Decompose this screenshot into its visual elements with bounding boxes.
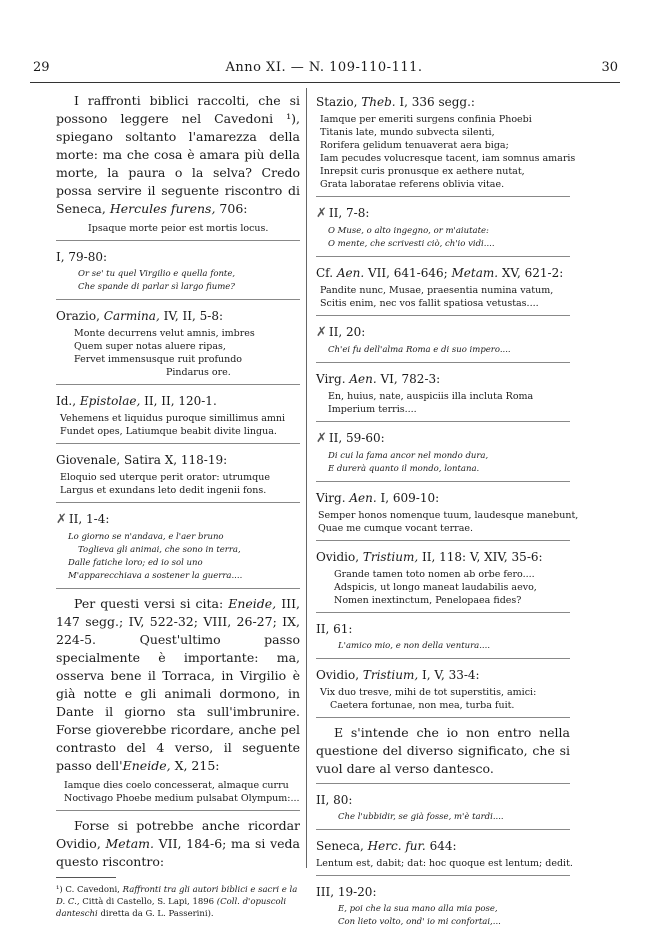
ref-heading: ✗ II, 7-8: — [316, 206, 370, 221]
pencil-cross-mark: ✗ — [56, 512, 67, 527]
right-column — [316, 92, 579, 929]
ref-heading: II, 80: — [316, 793, 353, 807]
quote-block: Di cui la fama ancor nel mondo dura, E durerà quanto il mondo, lontana. — [328, 451, 489, 474]
ref-heading: Virg. Aen. I, 609-10: — [316, 491, 440, 505]
header-rule — [30, 82, 620, 83]
aeneid-quote: Iamque dies coelo concesserat, almaque curru Noctivago Phoebe medium pulsabat Olympum:... — [64, 780, 300, 804]
ref-heading: Ovidio, Tristium, II, 118: V, XIV, 35-6: — [316, 550, 543, 564]
quote-block: Vehemens et liquidus puroque simillimus amni Fundet opes, Latiumque beabit divite lingua. — [60, 413, 286, 437]
ref-heading: I, 79-80: — [56, 250, 108, 264]
closing-paragraph: Forse si potrebbe anche ricordar Ovidio, Metam. VII, 184-6; ma si veda questo riscontro: — [56, 818, 300, 869]
quote-block: Or se' tu quel Virgilio e quella fonte, Che spande di parlar sì largo fiume? — [78, 269, 236, 292]
journal-issue-title: Anno XI. — N. 109-110-111. — [225, 60, 423, 75]
page-number-right: 30 — [601, 60, 618, 75]
ref-heading: ✗ II, 1-4: — [56, 512, 110, 527]
quote-block: Vix duo tresve, mihi de tot superstitis, amici: Caetera fortunae, non mea, turba fuit. — [320, 687, 537, 711]
quote-block: Grande tamen toto nomen ab orbe fero.... Adspicis, ut longo maneat laudabilis aevo, Nomen inextinctum, Penelopaea fides? — [334, 569, 537, 606]
quote-block: Monte decurrens velut amnis, imbres Quem super notas aluere ripas, Fervet immensusque ruit profundo Pindarus ore. — [74, 328, 255, 378]
intro-paragraph: I raffronti biblici raccolti, che si possono leggere nel Cavedoni ¹), spiegano soltanto l'amarezza della morte: ma che cosa è amara più della morte, la paura o la selva? Credo possa servire il seguente riscontro di Seneca, Hercules furens, 706: — [56, 93, 300, 216]
quote-block: Ch'ei fu dell'alma Roma e di suo impero.... — [328, 345, 511, 355]
pencil-cross-mark: ✗ — [316, 431, 327, 446]
quote-block: E, poi che la sua mano alla mia pose, Con lieto volto, ond' io mi confortai,... — [338, 904, 501, 927]
quote-block: Che l'ubbidir, se già fosse, m'è tardi.... — [338, 812, 504, 822]
quote-block: Pandite nunc, Musae, praesentia numina vatum, Scitis enim, nec vos fallit spatiosa vetustas.... — [320, 285, 554, 309]
quote-block: En, huius, nate, auspiciis illa incluta Roma Imperium terris.... — [328, 391, 534, 415]
ref-heading: ✗ II, 20: — [316, 325, 366, 340]
quote-block: Semper honos nomenque tuum, laudesque manebunt, Quae me cumque vocant terrae. — [318, 510, 579, 534]
ref-heading: Stazio, Theb. I, 336 segg.: — [316, 95, 475, 109]
quote-block: Iamque per emeriti surgens confinia Phoebi Titanis late, mundo subvecta silenti, Rorifera gelidum tenuaverat aera biga; Iam pecudes volucresque tacent, iam somnus amaris Inrepsit curis pronusque ex aethere nutat, Grata laboratae referens oblivia vitae. — [320, 114, 576, 190]
ref-heading: Orazio, Carmina, IV, II, 5-8: — [56, 309, 224, 323]
ref-heading: Id., Epistolae, II, II, 120-1. — [56, 394, 217, 408]
quote-block: Lentum est, dabit; dat: hoc quoque est lentum; dedit. — [316, 858, 573, 869]
left-column — [56, 92, 300, 920]
ref-heading: ✗ II, 59-60: — [316, 431, 385, 446]
pencil-cross-mark: ✗ — [316, 325, 327, 340]
pencil-cross-mark: ✗ — [316, 206, 327, 221]
page-number-left: 29 — [33, 60, 50, 75]
ref-heading: III, 19-20: — [316, 885, 377, 899]
running-header — [28, 60, 620, 78]
quote-block: Eloquio sed uterque perit orator: utrumque Largus et exundans leto dedit ingenii fons. — [60, 472, 270, 496]
ref-heading: II, 61: — [316, 622, 353, 636]
ref-heading: Cf. Aen. VII, 641-646; Metam. XV, 621-2: — [316, 266, 564, 280]
quote-block: L'amico mio, e non della ventura.... — [338, 641, 491, 651]
ref-heading: Giovenale, Satira X, 118-19: — [56, 453, 228, 467]
seneca-quote: Ipsaque morte peior est mortis locus. — [88, 223, 269, 234]
ref-heading: Ovidio, Tristium, I, V, 33-4: — [316, 668, 480, 682]
footnote: ¹) C. Cavedoni, Raffronti tra gli autori biblici e sacri e la D. C., Città di Castello, S. Lapi, 1896 (Coll. d'opuscoli danteschi diretta da G. L. Passerini). — [56, 885, 298, 919]
quote-block: Lo giorno se n'andava, e l'aer bruno Toglieva gli animai, che sono in terra, Dalle fatiche loro; ed io sol uno M'apparecchiava a sostener la guerra.... — [68, 532, 243, 581]
commentary-paragraph: Per questi versi si cita: Eneide, III, 147 segg.; IV, 522-32; VIII, 26-27; IX, 224-5. Quest'ultimo passo specialmente è importante: ma, osserva bene il Torraca, in Virgilio è già notte e gli animali dormono, in Dante il giorno sta sull'imbrunire. Forse gioverebbe ricordare, anche pel contrasto del 4 verso, il seguente passo dell'Eneide, X, 215: — [56, 596, 300, 773]
ref-heading: Virg. Aen. VI, 782-3: — [316, 372, 441, 386]
quote-block: O Muse, o alto ingegno, or m'aiutate: O mente, che scrivesti ciò, ch'io vidi.... — [328, 226, 495, 249]
commentary-paragraph: E s'intende che io non entro nella questione del diverso significato, che si vuol dare al verso dantesco. — [316, 725, 570, 776]
column-divider — [306, 88, 307, 868]
ref-heading: Seneca, Herc. fur. 644: — [316, 839, 457, 853]
